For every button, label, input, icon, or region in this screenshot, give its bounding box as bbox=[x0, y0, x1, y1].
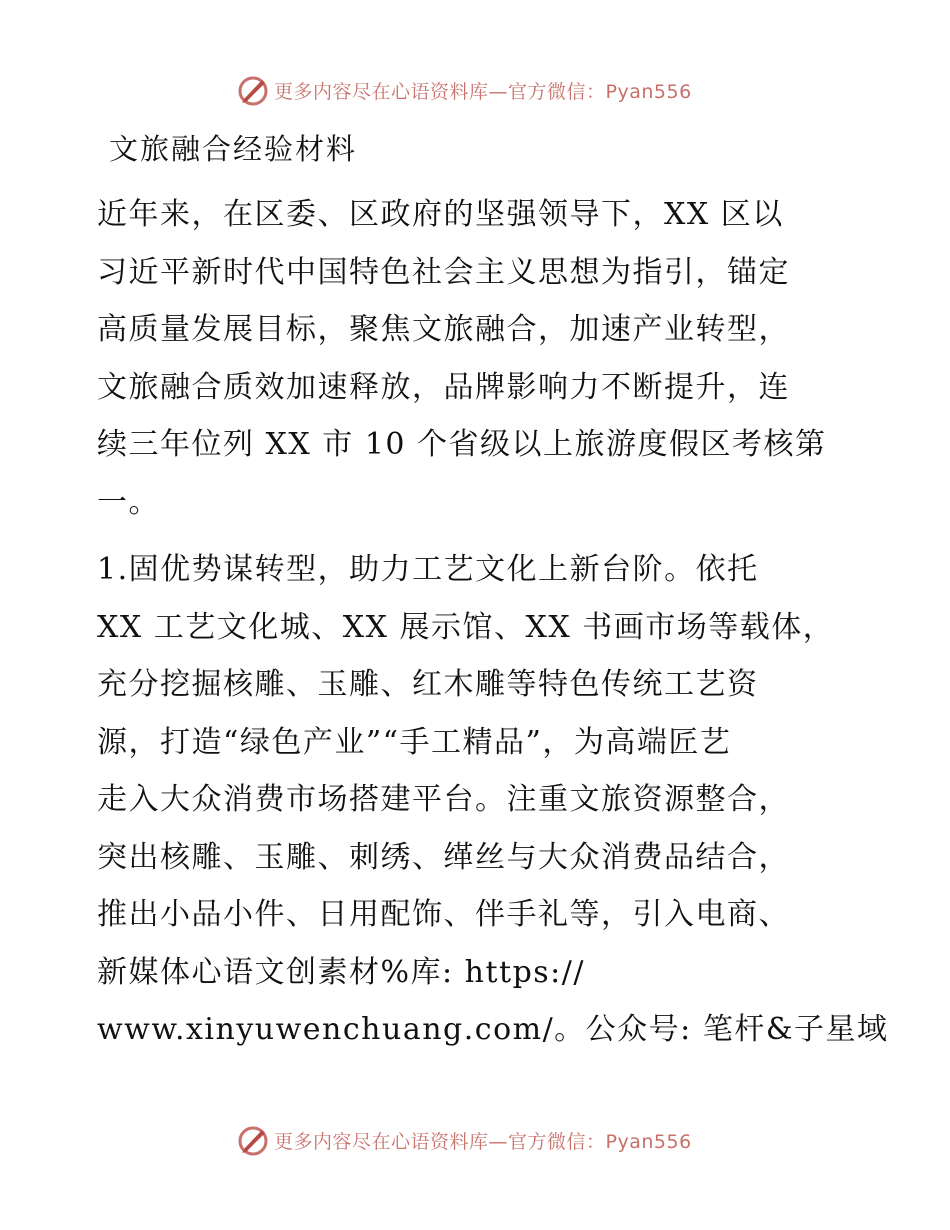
banner-text: 更多内容尽在心语资料库—官方微信：Pyan556 bbox=[274, 1130, 692, 1153]
text-line: www.xinyuwenchuang.com/。公众号: 笔杆&子星域 bbox=[97, 1012, 889, 1047]
quill-pen-logo-icon bbox=[236, 73, 270, 107]
document-body bbox=[97, 120, 889, 1059]
paragraph-section-1 bbox=[97, 541, 889, 1059]
footer-banner bbox=[236, 1122, 692, 1158]
text-line: 走入大众消费市场搭建平台。注重文旅资源整合， bbox=[97, 782, 790, 817]
text-line: 突出核雕、玉雕、刺绣、缂丝与大众消费品结合， bbox=[97, 839, 790, 875]
text-line: 推出小品小件、日用配饰、伴手礼等，引入电商、 bbox=[97, 897, 790, 932]
text-line: 高质量发展目标，聚焦文旅融合，加速产业转型， bbox=[97, 312, 790, 347]
text-line: 习近平新时代中国特色社会主义思想为指引，锚定 bbox=[97, 254, 790, 290]
text-line: 一。 bbox=[97, 484, 160, 520]
header-banner bbox=[236, 72, 692, 108]
text-line: 1.固优势谋转型，助力工艺文化上新台阶。依托 bbox=[97, 552, 759, 587]
document-title: 文旅融合经验材料 bbox=[109, 132, 358, 166]
paragraph-intro bbox=[97, 186, 857, 531]
quill-pen-logo-icon bbox=[236, 1123, 270, 1157]
text-line: 新媒体心语文创素材%库: https:// bbox=[97, 954, 586, 990]
text-line: 充分挖掘核雕、玉雕、红木雕等特色传统工艺资 bbox=[97, 667, 759, 702]
banner-text: 更多内容尽在心语资料库—官方微信：Pyan556 bbox=[274, 80, 692, 103]
text-line: 近年来，在区委、区政府的坚强领导下，XX 区以 bbox=[97, 197, 784, 232]
text-line: XX 工艺文化城、XX 展示馆、XX 书画市场等载体， bbox=[97, 609, 835, 645]
text-line: 文旅融合质效加速释放，品牌影响力不断提升，连 bbox=[97, 369, 790, 405]
text-line: 续三年位列 XX 市 10 个省级以上旅游度假区考核第 bbox=[97, 427, 827, 462]
text-line: 源，打造“绿色产业”“手工精品”，为高端匠艺 bbox=[97, 724, 732, 760]
